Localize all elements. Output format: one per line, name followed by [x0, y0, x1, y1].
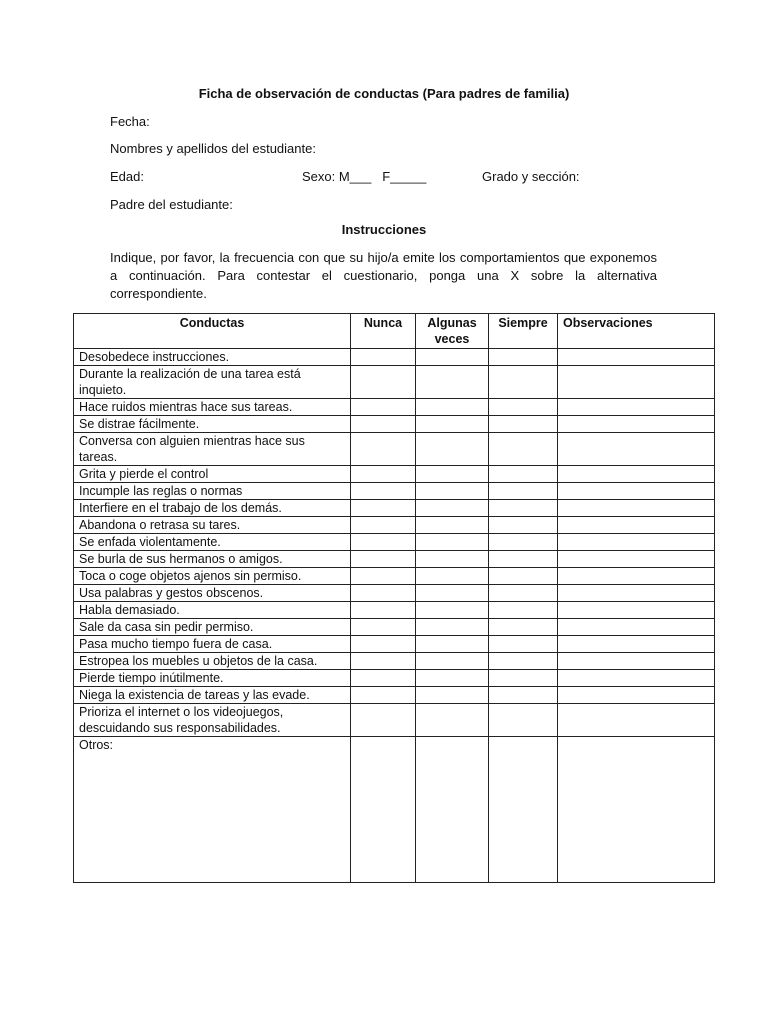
siempre-cell[interactable] — [489, 466, 558, 483]
conduct-cell: Pierde tiempo inútilmente. — [74, 670, 351, 687]
table-row — [74, 619, 715, 636]
table-row — [74, 366, 715, 399]
field-padre: Padre del estudiante: — [110, 197, 233, 212]
table-row — [74, 466, 715, 483]
algunas-veces-cell[interactable] — [416, 653, 489, 670]
observaciones-cell[interactable] — [558, 653, 715, 670]
siempre-cell[interactable] — [489, 366, 558, 399]
algunas-veces-cell[interactable] — [416, 349, 489, 366]
table-row — [74, 585, 715, 602]
observaciones-cell[interactable] — [558, 636, 715, 653]
observaciones-cell[interactable] — [558, 416, 715, 433]
nunca-cell[interactable] — [351, 653, 416, 670]
siempre-cell[interactable] — [489, 636, 558, 653]
algunas-veces-cell[interactable] — [416, 585, 489, 602]
conduct-cell: Niega la existencia de tareas y las evade. — [74, 687, 351, 704]
conduct-cell: Se enfada violentamente. — [74, 534, 351, 551]
table-row — [74, 534, 715, 551]
siempre-cell[interactable] — [489, 483, 558, 500]
siempre-cell[interactable] — [489, 687, 558, 704]
observation-table — [73, 313, 715, 883]
observaciones-cell[interactable] — [558, 585, 715, 602]
conduct-cell: Incumple las reglas o normas — [74, 483, 351, 500]
nunca-cell[interactable] — [351, 551, 416, 568]
header-conductas: Conductas — [74, 314, 351, 349]
algunas-veces-cell[interactable] — [416, 704, 489, 737]
conduct-cell: Durante la realización de una tarea está inquieto. — [74, 366, 351, 399]
siempre-cell[interactable] — [489, 534, 558, 551]
conduct-cell: Desobedece instrucciones. — [74, 349, 351, 366]
table-header-row — [74, 314, 715, 349]
observaciones-cell[interactable] — [558, 737, 715, 883]
table-row — [74, 433, 715, 466]
observaciones-cell[interactable] — [558, 687, 715, 704]
nunca-cell[interactable] — [351, 568, 416, 585]
algunas-veces-cell[interactable] — [416, 500, 489, 517]
instructions-text: Indique, por favor, la frecuencia con que su hijo/a emite los comportamientos que exponemos a continuación. Para contestar el cuestionario, ponga una X sobre la alternativa correspondiente. — [110, 250, 657, 301]
conduct-cell: Abandona o retrasa su tares. — [74, 517, 351, 534]
siempre-cell[interactable] — [489, 399, 558, 416]
siempre-cell[interactable] — [489, 500, 558, 517]
document-title: Ficha de observación de conductas (Para padres de familia) — [198, 86, 570, 101]
nunca-cell[interactable] — [351, 416, 416, 433]
siempre-cell[interactable] — [489, 585, 558, 602]
nunca-cell[interactable] — [351, 687, 416, 704]
nunca-cell[interactable] — [351, 636, 416, 653]
table-row — [74, 602, 715, 619]
conduct-cell: Pasa mucho tiempo fuera de casa. — [74, 636, 351, 653]
siempre-cell[interactable] — [489, 551, 558, 568]
observaciones-cell[interactable] — [558, 483, 715, 500]
header-siempre: Siempre — [489, 314, 558, 349]
siempre-cell[interactable] — [489, 619, 558, 636]
nunca-cell[interactable] — [351, 517, 416, 534]
algunas-veces-cell[interactable] — [416, 399, 489, 416]
algunas-veces-cell[interactable] — [416, 636, 489, 653]
field-sexo: Sexo: M___ F_____ — [302, 169, 427, 184]
field-edad: Edad: — [110, 169, 144, 184]
nunca-cell[interactable] — [351, 670, 416, 687]
table-row — [74, 737, 715, 883]
conduct-cell: Interfiere en el trabajo de los demás. — [74, 500, 351, 517]
algunas-veces-cell[interactable] — [416, 517, 489, 534]
table-row — [74, 399, 715, 416]
nunca-cell[interactable] — [351, 619, 416, 636]
siempre-cell[interactable] — [489, 433, 558, 466]
siempre-cell[interactable] — [489, 517, 558, 534]
nunca-cell[interactable] — [351, 585, 416, 602]
conduct-cell: Hace ruidos mientras hace sus tareas. — [74, 399, 351, 416]
conduct-cell: Sale da casa sin pedir permiso. — [74, 619, 351, 636]
algunas-veces-cell[interactable] — [416, 534, 489, 551]
field-nombres: Nombres y apellidos del estudiante: — [110, 141, 316, 156]
table-row — [74, 551, 715, 568]
observaciones-cell[interactable] — [558, 433, 715, 466]
siempre-cell[interactable] — [489, 349, 558, 366]
observaciones-cell[interactable] — [558, 366, 715, 399]
algunas-veces-cell[interactable] — [416, 670, 489, 687]
siempre-cell[interactable] — [489, 602, 558, 619]
siempre-cell[interactable] — [489, 568, 558, 585]
header-nunca: Nunca — [351, 314, 416, 349]
conduct-cell: Habla demasiado. — [74, 602, 351, 619]
algunas-veces-cell[interactable] — [416, 433, 489, 466]
conduct-cell: Toca o coge objetos ajenos sin permiso. — [74, 568, 351, 585]
nunca-cell[interactable] — [351, 466, 416, 483]
header-algunas-veces: Algunas veces — [416, 314, 489, 349]
nunca-cell[interactable] — [351, 349, 416, 366]
nunca-cell[interactable] — [351, 602, 416, 619]
conduct-cell: Prioriza el internet o los videojuegos, descuidando sus responsabilidades. — [74, 704, 351, 737]
observaciones-cell[interactable] — [558, 500, 715, 517]
table-row — [74, 636, 715, 653]
siempre-cell[interactable] — [489, 704, 558, 737]
nunca-cell[interactable] — [351, 534, 416, 551]
algunas-veces-cell[interactable] — [416, 366, 489, 399]
observaciones-cell[interactable] — [558, 551, 715, 568]
observaciones-cell[interactable] — [558, 670, 715, 687]
table-row — [74, 568, 715, 585]
observaciones-cell[interactable] — [558, 399, 715, 416]
conduct-cell: Otros: — [74, 737, 351, 883]
nunca-cell[interactable] — [351, 483, 416, 500]
table-row — [74, 416, 715, 433]
algunas-veces-cell[interactable] — [416, 466, 489, 483]
siempre-cell[interactable] — [489, 416, 558, 433]
algunas-veces-cell[interactable] — [416, 568, 489, 585]
observaciones-cell[interactable] — [558, 619, 715, 636]
conduct-cell: Conversa con alguien mientras hace sus tareas. — [74, 433, 351, 466]
observaciones-cell[interactable] — [558, 349, 715, 366]
table-row — [74, 687, 715, 704]
algunas-veces-cell[interactable] — [416, 687, 489, 704]
siempre-cell[interactable] — [489, 653, 558, 670]
conduct-cell: Grita y pierde el control — [74, 466, 351, 483]
algunas-veces-cell[interactable] — [416, 602, 489, 619]
table-body — [74, 349, 715, 883]
observaciones-cell[interactable] — [558, 466, 715, 483]
observaciones-cell[interactable] — [558, 704, 715, 737]
instructions-title: Instrucciones — [341, 222, 427, 237]
table-row — [74, 653, 715, 670]
table-row — [74, 670, 715, 687]
siempre-cell[interactable] — [489, 670, 558, 687]
observaciones-cell[interactable] — [558, 602, 715, 619]
header-observaciones: Observaciones — [558, 314, 715, 349]
algunas-veces-cell[interactable] — [416, 483, 489, 500]
nunca-cell[interactable] — [351, 500, 416, 517]
table-row — [74, 349, 715, 366]
nunca-cell[interactable] — [351, 399, 416, 416]
algunas-veces-cell[interactable] — [416, 619, 489, 636]
conduct-cell: Se distrae fácilmente. — [74, 416, 351, 433]
field-grado: Grado y sección: — [482, 169, 580, 184]
table-row — [74, 517, 715, 534]
algunas-veces-cell[interactable] — [416, 737, 489, 883]
table-row — [74, 500, 715, 517]
observaciones-cell[interactable] — [558, 517, 715, 534]
algunas-veces-cell[interactable] — [416, 416, 489, 433]
nunca-cell[interactable] — [351, 366, 416, 399]
table-row — [74, 704, 715, 737]
algunas-veces-cell[interactable] — [416, 551, 489, 568]
nunca-cell[interactable] — [351, 704, 416, 737]
conduct-cell: Se burla de sus hermanos o amigos. — [74, 551, 351, 568]
conduct-cell: Usa palabras y gestos obscenos. — [74, 585, 351, 602]
observaciones-cell[interactable] — [558, 534, 715, 551]
nunca-cell[interactable] — [351, 433, 416, 466]
nunca-cell[interactable] — [351, 737, 416, 883]
field-fecha: Fecha: — [110, 114, 150, 129]
observaciones-cell[interactable] — [558, 568, 715, 585]
siempre-cell[interactable] — [489, 737, 558, 883]
conduct-cell: Estropea los muebles u objetos de la casa. — [74, 653, 351, 670]
table-row — [74, 483, 715, 500]
